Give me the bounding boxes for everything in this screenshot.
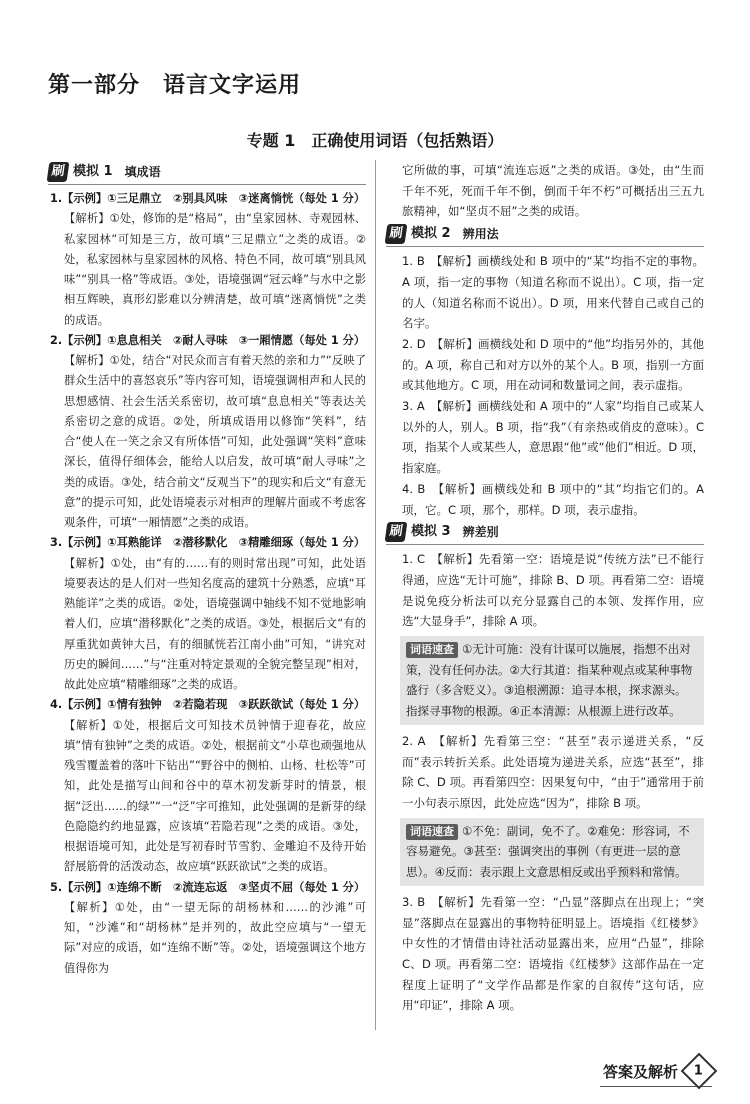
page-number: 1 [694,1063,704,1079]
section-header [48,160,366,185]
question-line: 2.【示例】①息息相关 ②耐人寻味 ③一厢情愿（每处 1 分） [50,333,366,347]
section-name: 模拟 2 [411,225,451,241]
answer-paragraph: 3. A 【解析】画横线处和 A 项中的“人家”均指自己或某人以外的人，别人。B 项，指“我”（有亲热或俏皮的意味）。C 项，指某个人或某些人，意思跟“他”或“他们”相近。D 项，指家庭。 [402,399,704,476]
continued-paragraph: 它所做的事，可填“流连忘返”之类的成语。③处，由“生而千年不死，死而千年不倒，倒而千年不朽”可概括出三五九旅精神，如“坚贞不屈”之类的成语。 [402,163,704,219]
question-line: 1.【示例】①三足鼎立 ②别具风味 ③迷离惝恍（每处 1 分） [50,192,366,205]
answer-paragraph: 1. C 【解析】先看第一空：语境是说“传统方法”已不能行得通，应选“无计可施”，排除 B、D 项。再看第二空：语境是说免疫分析法可以充分显露自己的本领、发挥作用，应选“大显身手”，排除 A 项。 [402,552,704,629]
section-header [386,222,704,247]
section-topic: 填成语 [124,164,161,179]
vocab-tag: 词语速查 [406,824,458,840]
vocab-text: ①无计可施：没有计谋可以施展，指想不出对策，没有任何办法。②大行其道：指某种观点或某种事物盛行（多含贬义）。③追根溯源：追寻本根，探求源头。指探寻事物的根源。④正本清源：从根源上进行改革。 [406,642,693,719]
shua-icon: 刷 [385,522,408,542]
question-line: 3.【示例】①耳熟能详 ②潜移默化 ③精雕细琢（每处 1 分） [50,536,366,550]
vocab-box [400,818,704,886]
answer-paragraph: 3. B 【解析】先看第一空：“凸显”落脚点在出现上；“突显”落脚点在显露出的事物特征明显上。语境指《红楼梦》中女性的才情借由诗社活动显露出来，应用“凸显”，排除 C、D 项。再看第二空：语境指《红楼梦》这部作品在一定程度上证明了“文学作品都是作家的自叙传”这句话，应用“印证”，排除 A 项。 [402,894,704,1013]
answer-paragraph: 2. D 【解析】画横线处和 D 项中的“他”均指另外的，其他的。A 项，称自己和对方以外的某个人。B 项，指别一方面或其他地方。C 项，用在动词和数量词之间，表示虚指。 [402,336,704,393]
section-topic: 辨差别 [462,524,499,539]
answer-paragraph: 【解析】①处，结合“对民众而言有着天然的亲和力”“反映了群众生活中的喜怒哀乐”等内容可知，语境强调相声和人民的思想感情、社会生活关系密切，故可填“息息相关”等表达关系密切之意的成语。②处，所填成语用以修饰“笑料”，结合“使人在一笑之余又有所体悟”可知，此处强调“笑料”意味深长，值得仔细体会，能给人以启发，故可填“耐人寻味”之类的成语。③处，结合前文“反观当下”的现实和后文“有意无意”的提示可知，此处语境表示对相声的理解片面或不考虑客观条件，可填“一厢情愿”之类的成语。 [64,354,366,529]
vocab-box [400,636,704,725]
question-line: 5.【示例】①连绵不断 ②流连忘返 ③坚贞不屈（每处 1 分） [50,880,366,894]
column-divider [375,160,376,1030]
topic-title: 专题 1 正确使用词语（包括熟语） [246,131,504,150]
section-header [386,520,704,545]
section-name: 模拟 1 [73,163,113,179]
page-number-badge [681,1053,718,1090]
shua-icon: 刷 [385,224,408,244]
vocab-tag: 词语速查 [406,642,458,658]
section-name: 模拟 3 [411,523,451,539]
answer-paragraph: 【解析】①处，修饰的是“格局”，由“皇家园林、寺观园林、私家园林”可知是三方，故可填“三足鼎立”之类的成语。②处，私家园林与皇家园林的风格、特色不同，故可填“别具风味”“别具一格”等成语。③处，语境强调“冠云峰”与水中之影相互辉映，真形幻影难以分辨清楚，故可填“迷离惝恍”之类的成语。 [64,212,366,327]
page-footer [603,1058,712,1084]
vocab-text: ①不免：副词，免不了。②难免：形容词，不容易避免。③甚至：强调突出的事例（有更进一层的意思）。④反而：表示跟上文意思相反或出乎预料和常情。 [406,823,690,880]
answer-paragraph: 1. B 【解析】画横线处和 B 项中的“某”均指不定的事物。A 项，指一定的事物（知道名称而不说出）。C 项，指一定的人（知道名称而不说出）。D 项，用来代替自己或自己的名字。 [402,254,704,331]
answer-paragraph: 4. B 【解析】画横线处和 B 项中的“其”均指它们的。A 项，它。C 项，那个，那样。D 项，表示虚指。 [402,481,704,517]
part-title: 第一部分 语言文字运用 [48,73,302,98]
footer-label: 答案及解析 [602,1062,678,1081]
right-column [386,160,704,1016]
answer-paragraph: 2. A 【解析】先看第三空：“甚至”表示递进关系，“反而”表示转折关系。此处语境为递进关系，应选“甚至”，排除 C、D 项。再看第四空：因果复句中，“由于”通常用于前一小句表示原因，此处应选“因为”，排除 B 项。 [402,733,704,810]
section-topic: 辨用法 [462,226,499,241]
question-line: 4.【示例】①情有独钟 ②若隐若现 ③跃跃欲试（每处 1 分） [50,698,366,712]
answer-paragraph: 【解析】①处，由“有的……有的则时常出现”可知，此处语境要表达的是人们对一些知名度高的建筑十分熟悉，应填“耳熟能详”之类的成语。②处，语境强调中轴线不知不觉地影响着人们，应填“潜移默化”之类的成语。③处，根据后文“有的厚重犹如黄钟大吕，有的细腻恍若江南小曲”可知，“讲究对历史的瞬间……”与“注重对特定景观的全貌完整呈现”相对，故此处应填“精雕细琢”之类的成语。 [64,556,366,691]
left-column [48,160,366,979]
shua-icon: 刷 [47,162,70,182]
answer-paragraph: 【解析】①处，由“一望无际的胡杨林和……的沙滩”可知，“沙滩”和“胡杨林”是并列的，故此空应填与“一望无际”对应的成语，如“连绵不断”等。②处，语境强调这个地方值得你为 [64,900,366,975]
answer-paragraph: 【解析】①处，根据后文可知技术员钟情于迎春花，故应填“情有独钟”之类的成语。②处，根据前文“小草也顽强地从残雪覆盖着的落叶下钻出”“野谷中的侧柏、山杨、杜松等”可知，此处是描写山间和谷中的草木初发新芽时的情景，根据“泛出……的绿”“一“泛”字可推知，此处强调的是新芽的绿色隐隐约约地显露，应该填“若隐若现”之类的成语。③处，根据语境可知，此处是写初春时节雪豹、金雕迫不及待开始舒展筋骨的活泼动态，故应填“跃跃欲试”之类的成语。 [64,718,366,874]
